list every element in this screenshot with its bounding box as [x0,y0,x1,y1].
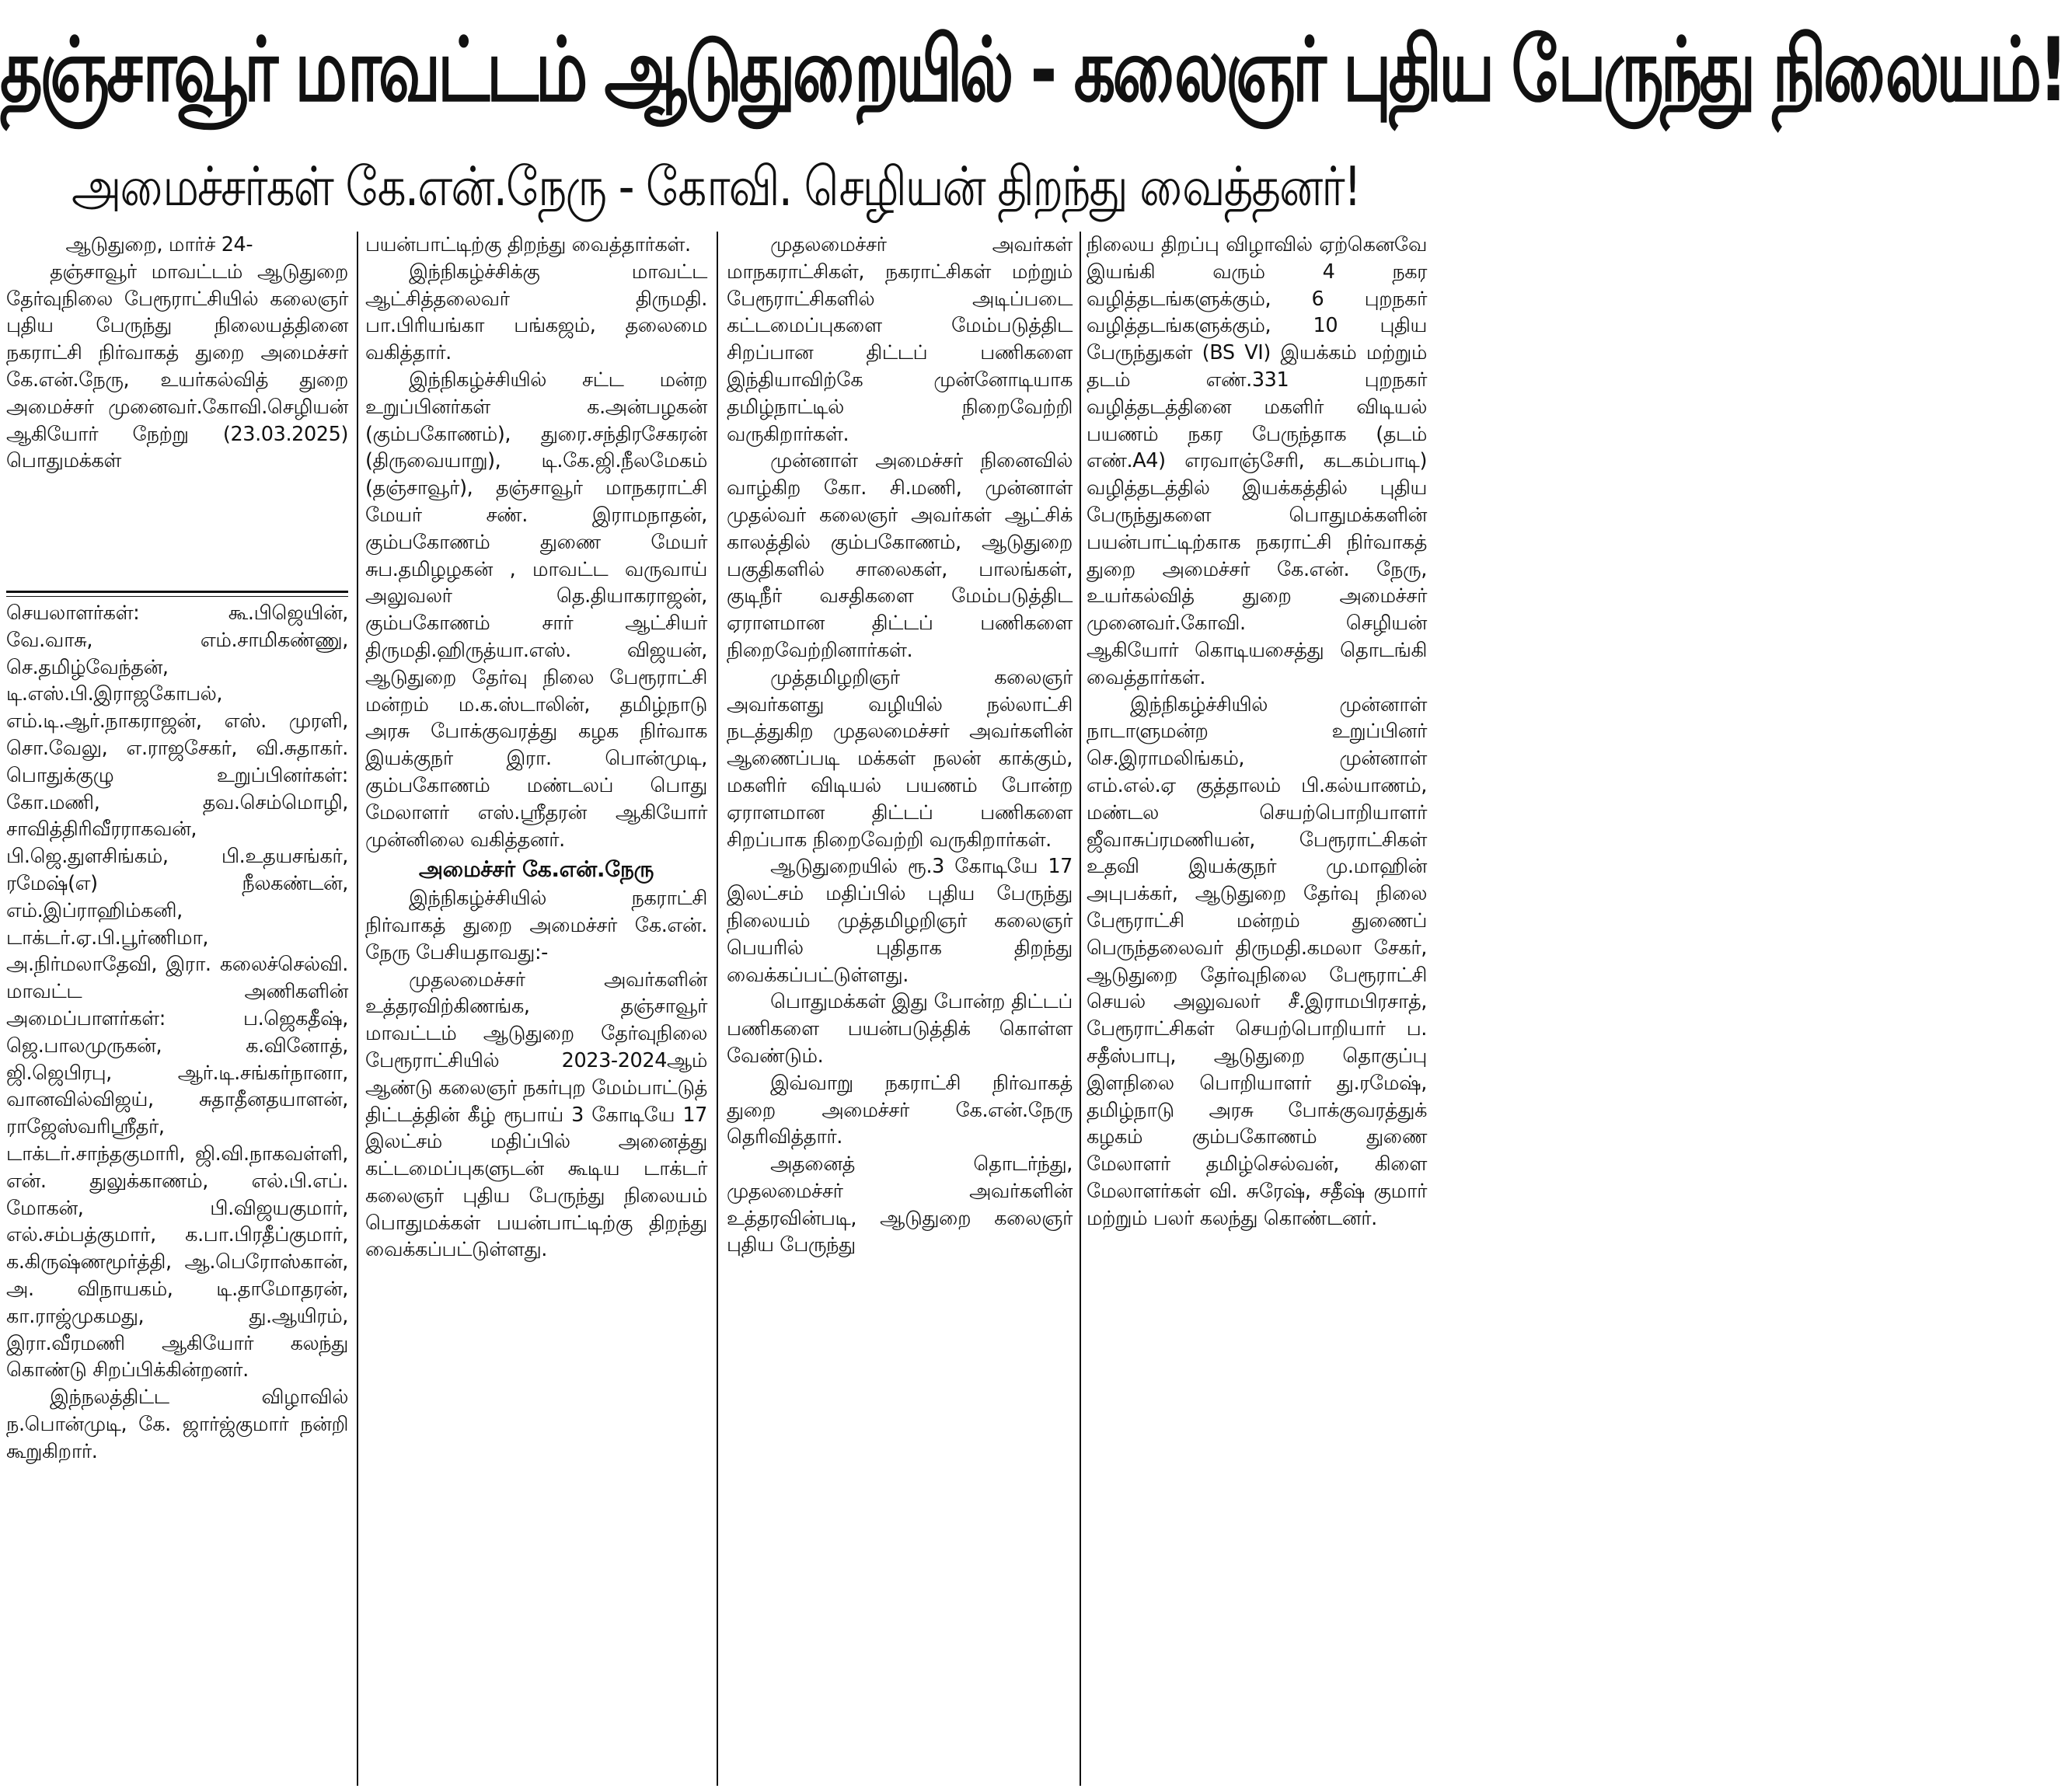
paragraph: தஞ்சாவூர் மாவட்டம் ஆடுதுறை தேர்வுநிலை பேரூராட்சியில் கலைஞர் புதிய பேருந்து நிலையத்தினை நகராட்சி நிர்வாகத் துறை அமைச்சர் கே.என்.நேரு, உயர்கல்வித் துறை அமைச்சர் முனைவர்.கோவி.செழியன் ஆகியோர் நேற்று (23.03.2025) பொதுமக்கள் [6,260,348,473]
paragraph: நிலைய திறப்பு விழாவில் ஏற்கெனவே இயங்கி வரும் 4 நகர வழித்தடங்களுக்கும், 6 புறநகர் வழித்தடங்களுக்கும், 10 புதிய பேருந்துகள் (BS VI) இயக்கம் மற்றும் தடம் எண்.331 புறநகர் வழித்தடத்தினை மகளிர் விடியல் பயணம் நகர பேருந்தாக (தடம் எண்.A4) எரவாஞ்சேரி, கடகம்பாடி) வழித்தடத்தில் இயக்கத்தில் புதிய பேருந்துகளை பொதுமக்களின் பயன்பாட்டிற்காக நகராட்சி நிர்வாகத் துறை அமைச்சர் கே.என். நேரு, உயர்கல்வித் துறை அமைச்சர் முனைவர்.கோவி. செழியன் ஆகியோர் கொடியசைத்து தொடங்கி வைத்தார்கள். [1087,233,1427,689]
paragraph: இந்நிகழ்ச்சியில் சட்ட மன்ற உறுப்பினர்கள் க.அன்பழகன் (கும்பகோணம்), துரை.சந்திரசேகரன் (திருவையாறு), டி.கே.ஜி.நீலமேகம் (தஞ்சாவூர்), தஞ்சாவூர் மாநகராட்சி மேயர் சண். இராமநாதன், கும்பகோணம் துணை மேயர் சுப.தமிழழகன் , மாவட்ட வருவாய் அலுவலர் தெ.தியாகராஜன், கும்பகோணம் சார் ஆட்சியர் திருமதி.ஹிருத்யா.எஸ். விஜயன், ஆடுதுறை தேர்வு நிலை பேரூராட்சி மன்றம் ம.க.ஸ்டாலின், தமிழ்நாடு அரசு போக்குவரத்து கழக நிர்வாக இயக்குநர் இரா. பொன்முடி, கும்பகோணம் மண்டலப் பொது மேலாளர் எஸ்.ஸ்ரீதரன் ஆகியோர் முன்னிலை வகித்தனர். [365,368,707,852]
article-column-3 [727,232,1073,1786]
paragraph: அதனைத் தொடர்ந்து, முதலமைச்சர் அவர்களின் உத்தரவின்படி, ஆடுதுறை கலைஞர் புதிய பேருந்து [727,1152,1073,1257]
paragraph: இந்நிகழ்ச்சியில் நகராட்சி நிர்வாகத் துறை அமைச்சர் கே.என். நேரு பேசியதாவது:- [365,887,707,964]
article-column-2 [365,232,707,1786]
paragraph: இந்நிகழ்ச்சியில் முன்னாள் நாடாளுமன்ற உறுப்பினர் செ.இராமலிங்கம், முன்னாள் எம்.எல்.ஏ குத்தாலம் பி.கல்யாணம், மண்டல செயற்பொறியாளர் ஜீவாசுப்ரமணியன், பேரூராட்சிகள் உதவி இயக்குநர் மு.மாஹின் அபுபக்கர், ஆடுதுறை தேர்வு நிலை பேரூராட்சி மன்றம் துணைப் பெருந்தலைவர் திருமதி.கமலா சேகர், ஆடுதுறை தேர்வுநிலை பேரூராட்சி செயல் அலுவலர் சீ.இராமபிரசாத், பேரூராட்சிகள் செயற்பொறியார் ப. சதீஸ்பாபு, ஆடுதுறை தொகுப்பு இளநிலை பொறியாளர் து.ரமேஷ், தமிழ்நாடு அரசு போக்குவரத்துக் கழகம் கும்பகோணம் துணை மேலாளர் தமிழ்செல்வன், கிளை மேலாளர்கள் வி. சுரேஷ், சதீஷ் குமார் மற்றும் பலர் கலந்து கொண்டனர். [1087,692,1427,1230]
article-column-1-top [6,232,348,585]
paragraph: இவ்வாறு நகராட்சி நிர்வாகத் துறை அமைச்சர் கே.என்.நேரு தெரிவித்தார். [727,1071,1073,1149]
paragraph: இந்நிகழ்ச்சிக்கு மாவட்ட ஆட்சித்தலைவர் திருமதி. பா.பிரியங்கா பங்கஜம், தலைமை வகித்தார். [365,260,707,365]
headline: தஞ்சாவூர் மாவட்டம் ஆடுதுறையில் - கலைஞர் புதிய பேருந்து நிலையம்! [0,18,2065,121]
column-divider [717,232,718,1786]
section-divider [6,596,348,597]
paragraph: இந்நலத்திட்ட விழாவில் ந.பொன்முடி, கே. ஜார்ஜ்குமார் நன்றி கூறுகிறார். [6,1386,348,1463]
section-divider [6,591,348,593]
section-subheading: அமைச்சர் கே.என்.நேரு [418,856,654,883]
paragraph: முன்னாள் அமைச்சர் நினைவில் வாழ்கிற கோ. சி.மணி, முன்னாள் முதல்வர் கலைஞர் அவர்கள் ஆட்சிக் காலத்தில் கும்பகோணம், ஆடுதுறை பகுதிகளில் சாலைகள், பாலங்கள், குடிநீர் வசதிகளை மேம்படுத்திட ஏராளமான திட்டப் பணிகளை நிறைவேற்றினார்கள். [727,449,1073,662]
article-column-1-bottom [6,600,348,1787]
dateline: ஆடுதுறை, மார்ச் 24- [65,233,253,256]
subheadline: அமைச்சர்கள் கே.என்.நேரு - கோவி. செழியன் திறந்து வைத்தனர்! [72,155,1360,218]
paragraph: பயன்பாட்டிற்கு திறந்து வைத்தார்கள். [365,233,691,256]
column-divider [357,232,358,1786]
paragraph: செயலாளர்கள்: கூ.பிஜெயின், வே.வாசு, எம்.சாமிகண்ணு, செ.தமிழ்வேந்தன், டி.எஸ்.பி.இராஜகோபல், எம்.டி.ஆர்.நாகராஜன், எஸ். முரளி, சொ.வேலு, எ.ராஜசேகர், வி.சுதாகர். பொதுக்குழு உறுப்பினர்கள்: கோ.மணி, தவ.செம்மொழி, சாவித்திரிவீரராகவன், பி.ஜெ.துளசிங்கம், பி.உதயசங்கர், ரமேஷ்(எ) நீலகண்டன், எம்.இப்ராஹிம்கனி, டாக்டர்.ஏ.பி.பூர்ணிமா, அ.நிர்மலாதேவி, இரா. கலைச்செல்வி. மாவட்ட அணிகளின் அமைப்பாளர்கள்: ப.ஜெகதீஷ், ஜெ.பாலமுருகன், க.வினோத், ஜி.ஜெபிரபு, ஆர்.டி.சங்கர்நானா, வானவில்விஜய், சுதாதீனதயாளன், ராஜேஸ்வரிஸ்ரீதர், டாக்டர்.சாந்தகுமாரி, ஜி.வி.நாகவள்ளி, என். துலுக்காணம், எல்.பி.எப். மோகன், பி.விஜயகுமார், எல்.சம்பத்குமார், க.பா.பிரதீப்குமார், க.கிருஷ்ணமூர்த்தி, ஆ.பெரோஸ்கான், அ. விநாயகம், டி.தாமோதரன், கா.ராஜ்முகமது, து.ஆயிரம், இரா.வீரமணி ஆகியோர் கலந்து கொண்டு சிறப்பிக்கின்றனர். [6,601,348,1382]
paragraph: முத்தமிழறிஞர் கலைஞர் அவர்களது வழியில் நல்லாட்சி நடத்துகிற முதலமைச்சர் அவர்களின் ஆணைப்படி மக்கள் நலன் காக்கும், மகளிர் விடியல் பயணம் போன்ற ஏராளமான திட்டப் பணிகளை சிறப்பாக நிறைவேற்றி வருகிறார்கள். [727,665,1073,852]
article-column-4 [1087,232,1427,1786]
column-divider [1080,232,1081,1786]
paragraph: முதலமைச்சர் அவர்களின் உத்தரவிற்கிணங்க, தஞ்சாவூர் மாவட்டம் ஆடுதுறை தேர்வுநிலை பேரூராட்சியில் 2023-2024ஆம் ஆண்டு கலைஞர் நகர்புற மேம்பாட்டுத் திட்டத்தின் கீழ் ரூபாய் 3 கோடியே 17 இலட்சம் மதிப்பில் அனைத்து கட்டமைப்புகளுடன் கூடிய டாக்டர் கலைஞர் புதிய பேருந்து நிலையம் பொதுமக்கள் பயன்பாட்டிற்கு திறந்து வைக்கப்பட்டுள்ளது. [365,967,707,1262]
paragraph: பொதுமக்கள் இது போன்ற திட்டப் பணிகளை பயன்படுத்திக் கொள்ள வேண்டும். [727,990,1073,1068]
paragraph: முதலமைச்சர் அவர்கள் மாநகராட்சிகள், நகராட்சிகள் மற்றும் பேரூராட்சிகளில் அடிப்படை கட்டமைப்புகளை மேம்படுத்திட சிறப்பான திட்டப் பணிகளை இந்தியாவிற்கே முன்னோடியாக தமிழ்நாட்டில் நிறைவேற்றி வருகிறார்கள். [727,233,1073,446]
paragraph: ஆடுதுறையில் ரூ.3 கோடியே 17 இலட்சம் மதிப்பில் புதிய பேருந்து நிலையம் முத்தமிழறிஞர் கலைஞர் பெயரில் புதிதாக திறந்து வைக்கப்பட்டுள்ளது. [727,855,1073,987]
